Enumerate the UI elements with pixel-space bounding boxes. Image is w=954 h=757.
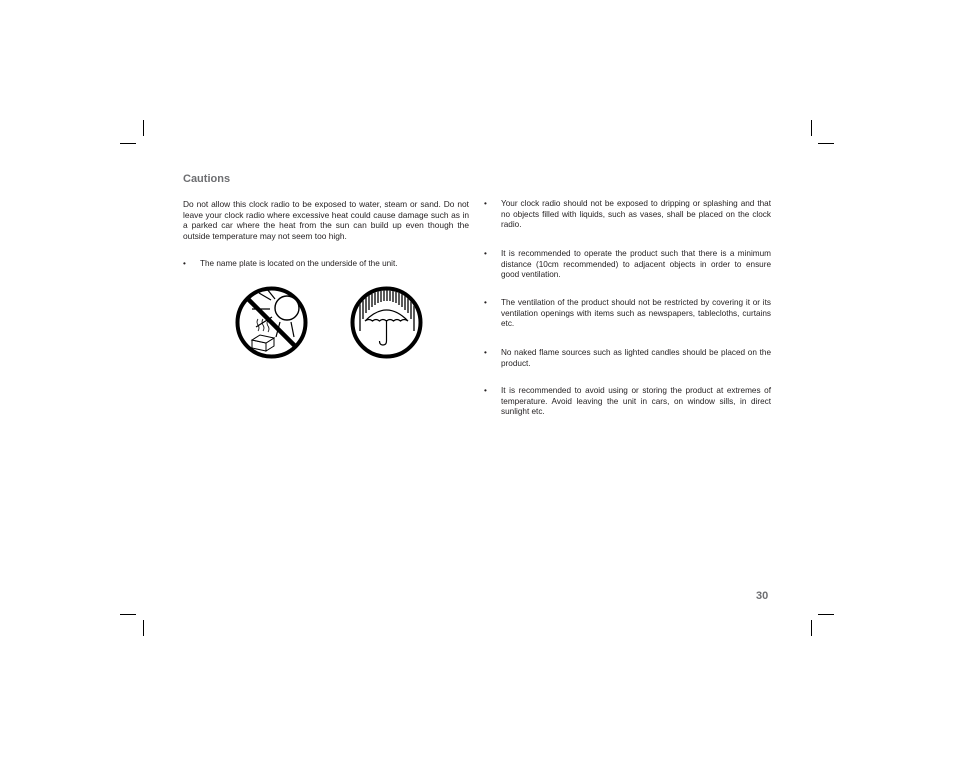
list-item-text: It is recommended to avoid using or storing the product at extremes of temperature. Avoid leaving the unit in cars, on window sills, in direct sunlight etc. (501, 386, 771, 417)
list-item (484, 249, 771, 281)
list-item (183, 259, 473, 270)
list-item-text: No naked flame sources such as lighted candles should be placed on the product. (501, 348, 771, 368)
crop-mark-top-right-horizontal (818, 143, 834, 144)
bullet-icon: • (183, 259, 186, 268)
crop-mark-top-left-vertical (143, 120, 144, 136)
list-item (484, 199, 771, 231)
intro-paragraph: Do not allow this clock radio to be exposed to water, steam or sand. Do not leave your clock radio where excessive heat could cause damage such as in a parked car where the heat from the sun can build up even though the outside temperature may not seem too high. (183, 199, 469, 241)
crop-mark-bottom-right-vertical (811, 620, 812, 636)
crop-mark-top-left-horizontal (120, 143, 136, 144)
no-sun-heat-icon (234, 285, 309, 360)
list-item (484, 348, 771, 369)
bullet-icon: • (484, 199, 487, 208)
crop-mark-top-right-vertical (811, 120, 812, 136)
page-number: 30 (756, 590, 769, 602)
list-item-text: Your clock radio should not be exposed to dripping or splashing and that no objects filled with liquids, such as vases, shall be placed on the clock radio. (501, 199, 771, 230)
section-title: Cautions (183, 173, 231, 185)
keep-dry-umbrella-icon (349, 285, 424, 360)
list-item-text: It is recommended to operate the product such that there is a minimum distance (10cm recommended) to adjacent objects in order to ensure good ventilation. (501, 249, 771, 280)
list-item (484, 298, 771, 330)
list-item-text: The ventilation of the product should not be restricted by covering it or its ventilation openings with items such as newspapers, tablecloths, curtains etc. (501, 298, 771, 329)
list-item (484, 386, 771, 418)
crop-mark-bottom-left-vertical (143, 620, 144, 636)
crop-mark-bottom-right-horizontal (818, 614, 834, 615)
bullet-icon: • (484, 298, 487, 307)
bullet-icon: • (484, 386, 487, 395)
bullet-icon: • (484, 249, 487, 258)
bullet-icon: • (484, 348, 487, 357)
list-item-text: The name plate is located on the underside of the unit. (200, 259, 398, 268)
crop-mark-bottom-left-horizontal (120, 614, 136, 615)
